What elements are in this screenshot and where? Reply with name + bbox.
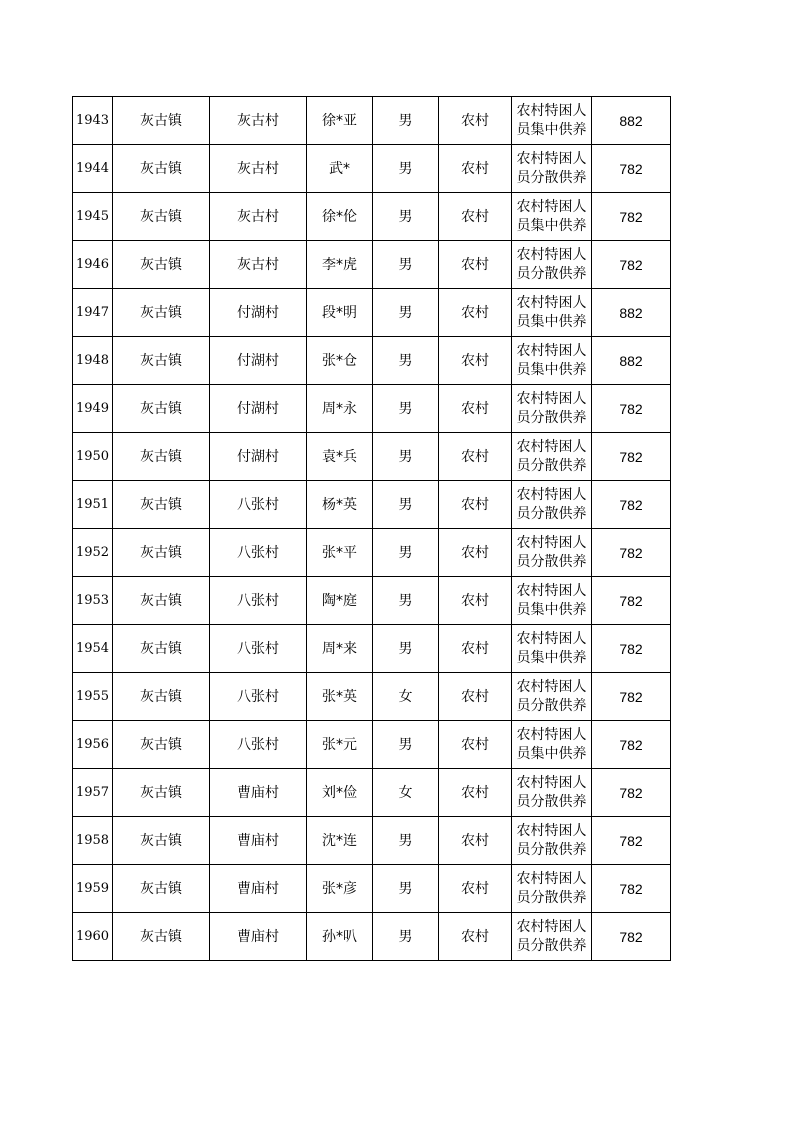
person-name-cell: 武* — [307, 145, 373, 193]
record-number-cell: 1946 — [73, 241, 113, 289]
support-type-line-1: 农村特困人 — [516, 342, 587, 359]
town-cell: 灰古镇 — [113, 673, 210, 721]
support-type-cell — [512, 913, 592, 961]
support-type-line-1: 农村特困人 — [516, 198, 587, 215]
gender-cell: 男 — [373, 865, 439, 913]
table-row — [73, 385, 671, 433]
support-type-cell — [512, 529, 592, 577]
support-type-cell — [512, 481, 592, 529]
record-number-cell: 1954 — [73, 625, 113, 673]
area-type-cell: 农村 — [439, 433, 512, 481]
town-cell: 灰古镇 — [113, 817, 210, 865]
support-type-line-2: 员分散供养 — [516, 409, 587, 426]
table-row — [73, 433, 671, 481]
amount-cell: 782 — [592, 577, 671, 625]
gender-cell: 男 — [373, 145, 439, 193]
village-cell: 八张村 — [210, 721, 307, 769]
village-cell: 曹庙村 — [210, 817, 307, 865]
gender-cell: 女 — [373, 673, 439, 721]
village-cell: 付湖村 — [210, 385, 307, 433]
support-type-line-2: 员分散供养 — [516, 169, 587, 186]
support-type-line-2: 员分散供养 — [516, 841, 587, 858]
support-type-line-2: 员分散供养 — [516, 793, 587, 810]
table-row — [73, 241, 671, 289]
town-cell: 灰古镇 — [113, 865, 210, 913]
support-type-line-2: 员分散供养 — [516, 265, 587, 282]
record-number-cell: 1949 — [73, 385, 113, 433]
area-type-cell: 农村 — [439, 289, 512, 337]
person-name-cell: 袁*兵 — [307, 433, 373, 481]
record-number-cell: 1945 — [73, 193, 113, 241]
town-cell: 灰古镇 — [113, 481, 210, 529]
record-number-cell: 1943 — [73, 97, 113, 145]
gender-cell: 男 — [373, 625, 439, 673]
support-type-line-1: 农村特困人 — [516, 630, 587, 647]
support-type-line-2: 员集中供养 — [516, 121, 587, 138]
town-cell: 灰古镇 — [113, 529, 210, 577]
village-cell: 付湖村 — [210, 289, 307, 337]
amount-cell: 782 — [592, 529, 671, 577]
support-type-line-1: 农村特困人 — [516, 246, 587, 263]
town-cell: 灰古镇 — [113, 625, 210, 673]
support-type-line-2: 员分散供养 — [516, 937, 587, 954]
table-row — [73, 193, 671, 241]
support-type-line-1: 农村特困人 — [516, 150, 587, 167]
area-type-cell: 农村 — [439, 577, 512, 625]
table-body — [73, 97, 671, 961]
support-type-cell — [512, 865, 592, 913]
amount-cell: 782 — [592, 145, 671, 193]
support-type-cell — [512, 385, 592, 433]
area-type-cell: 农村 — [439, 241, 512, 289]
person-name-cell: 张*元 — [307, 721, 373, 769]
person-name-cell: 杨*英 — [307, 481, 373, 529]
record-number-cell: 1955 — [73, 673, 113, 721]
amount-cell: 782 — [592, 769, 671, 817]
support-type-line-2: 员集中供养 — [516, 745, 587, 762]
gender-cell: 女 — [373, 769, 439, 817]
person-name-cell: 陶*庭 — [307, 577, 373, 625]
village-cell: 八张村 — [210, 625, 307, 673]
support-type-cell — [512, 433, 592, 481]
amount-cell: 782 — [592, 817, 671, 865]
record-number-cell: 1957 — [73, 769, 113, 817]
support-type-line-1: 农村特困人 — [516, 102, 587, 119]
support-type-cell — [512, 577, 592, 625]
relief-table — [72, 96, 671, 961]
village-cell: 灰古村 — [210, 145, 307, 193]
person-name-cell: 徐*亚 — [307, 97, 373, 145]
table-row — [73, 865, 671, 913]
support-type-line-2: 员集中供养 — [516, 313, 587, 330]
amount-cell: 782 — [592, 913, 671, 961]
table-row — [73, 97, 671, 145]
table-row — [73, 625, 671, 673]
support-type-cell — [512, 769, 592, 817]
village-cell: 八张村 — [210, 673, 307, 721]
gender-cell: 男 — [373, 433, 439, 481]
support-type-line-1: 农村特困人 — [516, 534, 587, 551]
amount-cell: 782 — [592, 865, 671, 913]
village-cell: 灰古村 — [210, 193, 307, 241]
town-cell: 灰古镇 — [113, 721, 210, 769]
support-type-cell — [512, 817, 592, 865]
record-number-cell: 1959 — [73, 865, 113, 913]
record-number-cell: 1960 — [73, 913, 113, 961]
support-type-cell — [512, 337, 592, 385]
area-type-cell: 农村 — [439, 673, 512, 721]
person-name-cell: 周*来 — [307, 625, 373, 673]
table-row — [73, 913, 671, 961]
person-name-cell: 张*英 — [307, 673, 373, 721]
record-number-cell: 1953 — [73, 577, 113, 625]
table-row — [73, 673, 671, 721]
person-name-cell: 段*明 — [307, 289, 373, 337]
village-cell: 曹庙村 — [210, 913, 307, 961]
area-type-cell: 农村 — [439, 97, 512, 145]
area-type-cell: 农村 — [439, 625, 512, 673]
amount-cell: 882 — [592, 97, 671, 145]
town-cell: 灰古镇 — [113, 577, 210, 625]
record-number-cell: 1958 — [73, 817, 113, 865]
support-type-line-1: 农村特困人 — [516, 726, 587, 743]
support-type-cell — [512, 625, 592, 673]
gender-cell: 男 — [373, 193, 439, 241]
village-cell: 八张村 — [210, 481, 307, 529]
support-type-line-2: 员集中供养 — [516, 217, 587, 234]
village-cell: 付湖村 — [210, 433, 307, 481]
support-type-line-1: 农村特困人 — [516, 870, 587, 887]
area-type-cell: 农村 — [439, 193, 512, 241]
gender-cell: 男 — [373, 241, 439, 289]
record-number-cell: 1944 — [73, 145, 113, 193]
support-type-line-2: 员分散供养 — [516, 553, 587, 570]
gender-cell: 男 — [373, 337, 439, 385]
person-name-cell: 孙*叭 — [307, 913, 373, 961]
support-type-line-2: 员分散供养 — [516, 457, 587, 474]
gender-cell: 男 — [373, 385, 439, 433]
person-name-cell: 周*永 — [307, 385, 373, 433]
amount-cell: 782 — [592, 625, 671, 673]
support-type-cell — [512, 193, 592, 241]
support-type-line-2: 员分散供养 — [516, 889, 587, 906]
town-cell: 灰古镇 — [113, 241, 210, 289]
town-cell: 灰古镇 — [113, 289, 210, 337]
support-type-cell — [512, 673, 592, 721]
support-type-line-2: 员集中供养 — [516, 601, 587, 618]
gender-cell: 男 — [373, 817, 439, 865]
town-cell: 灰古镇 — [113, 433, 210, 481]
support-type-cell — [512, 289, 592, 337]
table-row — [73, 769, 671, 817]
support-type-line-1: 农村特困人 — [516, 822, 587, 839]
record-number-cell: 1952 — [73, 529, 113, 577]
area-type-cell: 农村 — [439, 769, 512, 817]
town-cell: 灰古镇 — [113, 145, 210, 193]
support-type-line-1: 农村特困人 — [516, 294, 587, 311]
support-type-line-1: 农村特困人 — [516, 678, 587, 695]
support-type-line-2: 员集中供养 — [516, 649, 587, 666]
amount-cell: 882 — [592, 337, 671, 385]
village-cell: 曹庙村 — [210, 865, 307, 913]
record-number-cell: 1951 — [73, 481, 113, 529]
amount-cell: 782 — [592, 385, 671, 433]
table-row — [73, 289, 671, 337]
table-row — [73, 145, 671, 193]
gender-cell: 男 — [373, 721, 439, 769]
record-number-cell: 1948 — [73, 337, 113, 385]
amount-cell: 782 — [592, 433, 671, 481]
gender-cell: 男 — [373, 97, 439, 145]
support-type-cell — [512, 97, 592, 145]
table-row — [73, 529, 671, 577]
area-type-cell: 农村 — [439, 385, 512, 433]
amount-cell: 782 — [592, 673, 671, 721]
support-type-line-2: 员分散供养 — [516, 697, 587, 714]
amount-cell: 782 — [592, 193, 671, 241]
area-type-cell: 农村 — [439, 913, 512, 961]
area-type-cell: 农村 — [439, 337, 512, 385]
village-cell: 八张村 — [210, 529, 307, 577]
support-type-line-1: 农村特困人 — [516, 390, 587, 407]
town-cell: 灰古镇 — [113, 193, 210, 241]
table-row — [73, 481, 671, 529]
record-number-cell: 1950 — [73, 433, 113, 481]
village-cell: 灰古村 — [210, 97, 307, 145]
table-row — [73, 721, 671, 769]
amount-cell: 782 — [592, 721, 671, 769]
person-name-cell: 徐*伦 — [307, 193, 373, 241]
area-type-cell: 农村 — [439, 481, 512, 529]
gender-cell: 男 — [373, 577, 439, 625]
gender-cell: 男 — [373, 289, 439, 337]
village-cell: 曹庙村 — [210, 769, 307, 817]
person-name-cell: 张*仓 — [307, 337, 373, 385]
person-name-cell: 刘*俭 — [307, 769, 373, 817]
area-type-cell: 农村 — [439, 529, 512, 577]
support-type-line-1: 农村特困人 — [516, 774, 587, 791]
gender-cell: 男 — [373, 529, 439, 577]
area-type-cell: 农村 — [439, 721, 512, 769]
person-name-cell: 张*彦 — [307, 865, 373, 913]
table-row — [73, 817, 671, 865]
area-type-cell: 农村 — [439, 145, 512, 193]
area-type-cell: 农村 — [439, 865, 512, 913]
village-cell: 付湖村 — [210, 337, 307, 385]
village-cell: 灰古村 — [210, 241, 307, 289]
support-type-line-1: 农村特困人 — [516, 918, 587, 935]
person-name-cell: 李*虎 — [307, 241, 373, 289]
village-cell: 八张村 — [210, 577, 307, 625]
town-cell: 灰古镇 — [113, 385, 210, 433]
person-name-cell: 沈*连 — [307, 817, 373, 865]
town-cell: 灰古镇 — [113, 913, 210, 961]
person-name-cell: 张*平 — [307, 529, 373, 577]
town-cell: 灰古镇 — [113, 337, 210, 385]
support-type-line-2: 员分散供养 — [516, 505, 587, 522]
gender-cell: 男 — [373, 913, 439, 961]
table-row — [73, 577, 671, 625]
amount-cell: 782 — [592, 481, 671, 529]
amount-cell: 882 — [592, 289, 671, 337]
support-type-line-2: 员集中供养 — [516, 361, 587, 378]
support-type-line-1: 农村特困人 — [516, 438, 587, 455]
support-type-cell — [512, 721, 592, 769]
record-number-cell: 1947 — [73, 289, 113, 337]
area-type-cell: 农村 — [439, 817, 512, 865]
town-cell: 灰古镇 — [113, 97, 210, 145]
support-type-line-1: 农村特困人 — [516, 486, 587, 503]
gender-cell: 男 — [373, 481, 439, 529]
town-cell: 灰古镇 — [113, 769, 210, 817]
table-row — [73, 337, 671, 385]
support-type-cell — [512, 145, 592, 193]
record-number-cell: 1956 — [73, 721, 113, 769]
support-type-line-1: 农村特困人 — [516, 582, 587, 599]
amount-cell: 782 — [592, 241, 671, 289]
support-type-cell — [512, 241, 592, 289]
